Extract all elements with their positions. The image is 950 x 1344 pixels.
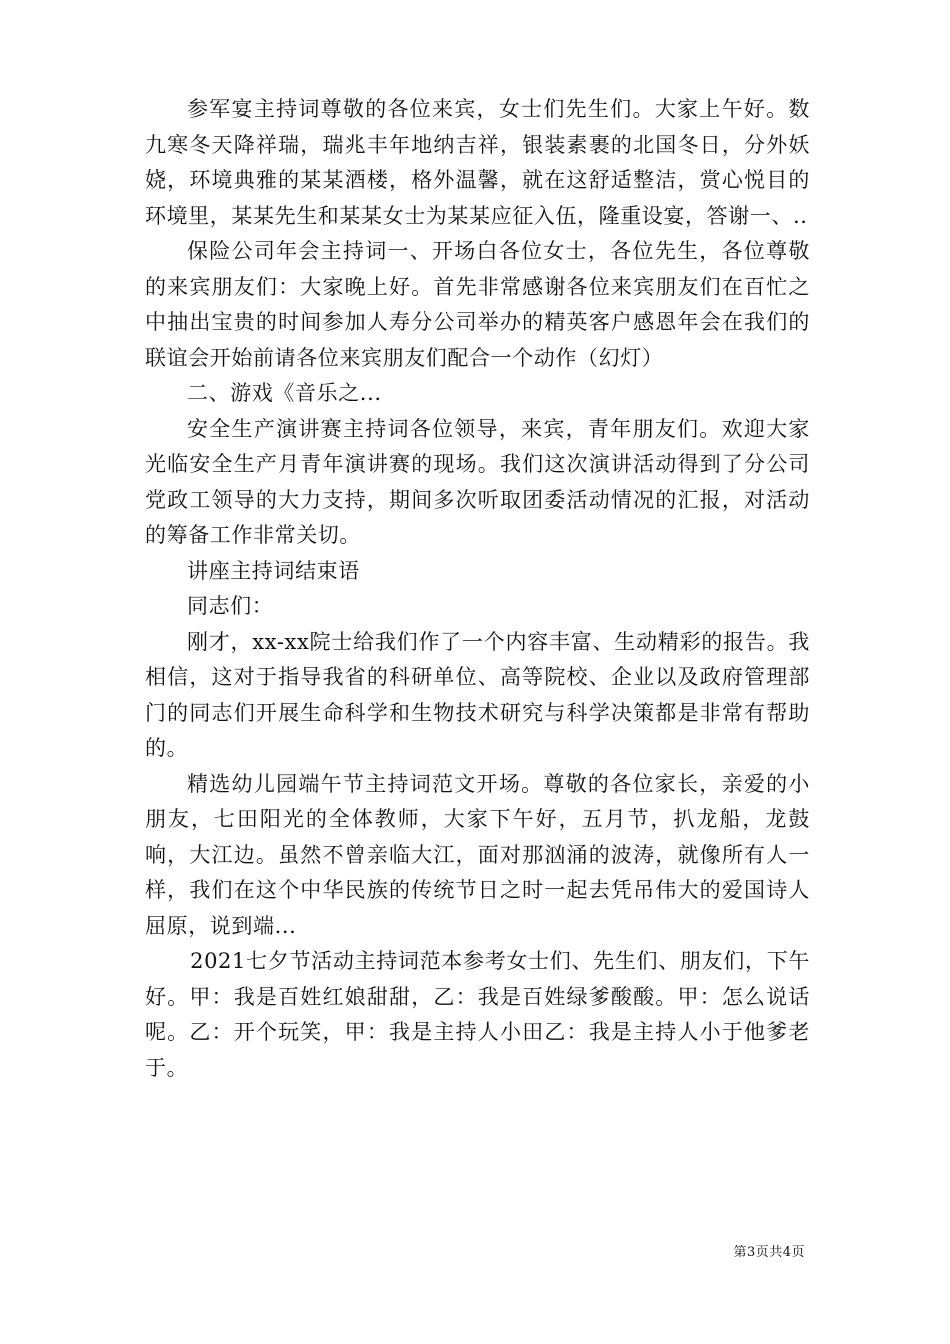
paragraph-qixi-festival: 2021七夕节活动主持词范本参考女士们、先生们、朋友们，下午好。甲：我是百姓红娘甜甜，乙：我是百姓绿爹酸酸。甲：怎么说话呢。乙：开个玩笑，甲：我是主持人小田乙：我是主持人小于他爹老于。 (145, 949, 810, 1080)
document-body (145, 92, 810, 1086)
paragraph-academician-report: 刚才，xx-xx院士给我们作了一个内容丰富、生动精彩的报告。我相信，这对于指导我省的科研单位、高等院校、企业以及政府管理部门的同志们开展生命科学和生物技术研究与科学决策都是非常有帮助的。 (145, 629, 810, 760)
paragraph-salutation: 同志们： (187, 594, 274, 618)
paragraph-dragon-boat-festival: 精选幼儿园端午节主持词范文开场。尊敬的各位家长，亲爱的小朋友，七田阳光的全体教师，大家下午好，五月节，扒龙船，龙鼓响，大江边。虽然不曾亲临大江，面对那汹涌的波涛，就像所有人一样，我们在这个中华民族的传统节日之时一起去凭吊伟大的爱国诗人屈原，说到端... (145, 771, 810, 938)
paragraph-insurance-annual-meeting: 保险公司年会主持词一、开场白各位女士，各位先生，各位尊敬的来宾朋友们：大家晚上好。首先非常感谢各位来宾朋友们在百忙之中抽出宝贵的时间参加人寿分公司举办的精英客户感恩年会在我们的联谊会开始前请各位来宾朋友们配合一个动作（幻灯） (145, 239, 810, 370)
page-number: 第3页共4页 (733, 1245, 805, 1260)
paragraph-banquet-host: 参军宴主持词尊敬的各位来宾，女士们先生们。大家上午好。数九寒冬天降祥瑞，瑞兆丰年地纳吉祥，银装素裹的北国冬日，分外妖娆，环境典雅的某某酒楼，格外温馨，就在这舒适整洁，赏心悦目的环境里，某某先生和某某女士为某某应征入伍，隆重设宴，答谢一、.. (145, 97, 810, 228)
paragraph-safety-speech-contest: 安全生产演讲赛主持词各位领导，来宾，青年朋友们。欢迎大家光临安全生产月青年演讲赛的现场。我们这次演讲活动得到了分公司党政工领导的大力支持，期间多次听取团委活动情况的汇报，对活动的筹备工作非常关切。 (145, 416, 810, 547)
paragraph-lecture-closing-title: 讲座主持词结束语 (187, 558, 360, 583)
paragraph-game-section: 二、游戏《音乐之... (187, 381, 382, 405)
